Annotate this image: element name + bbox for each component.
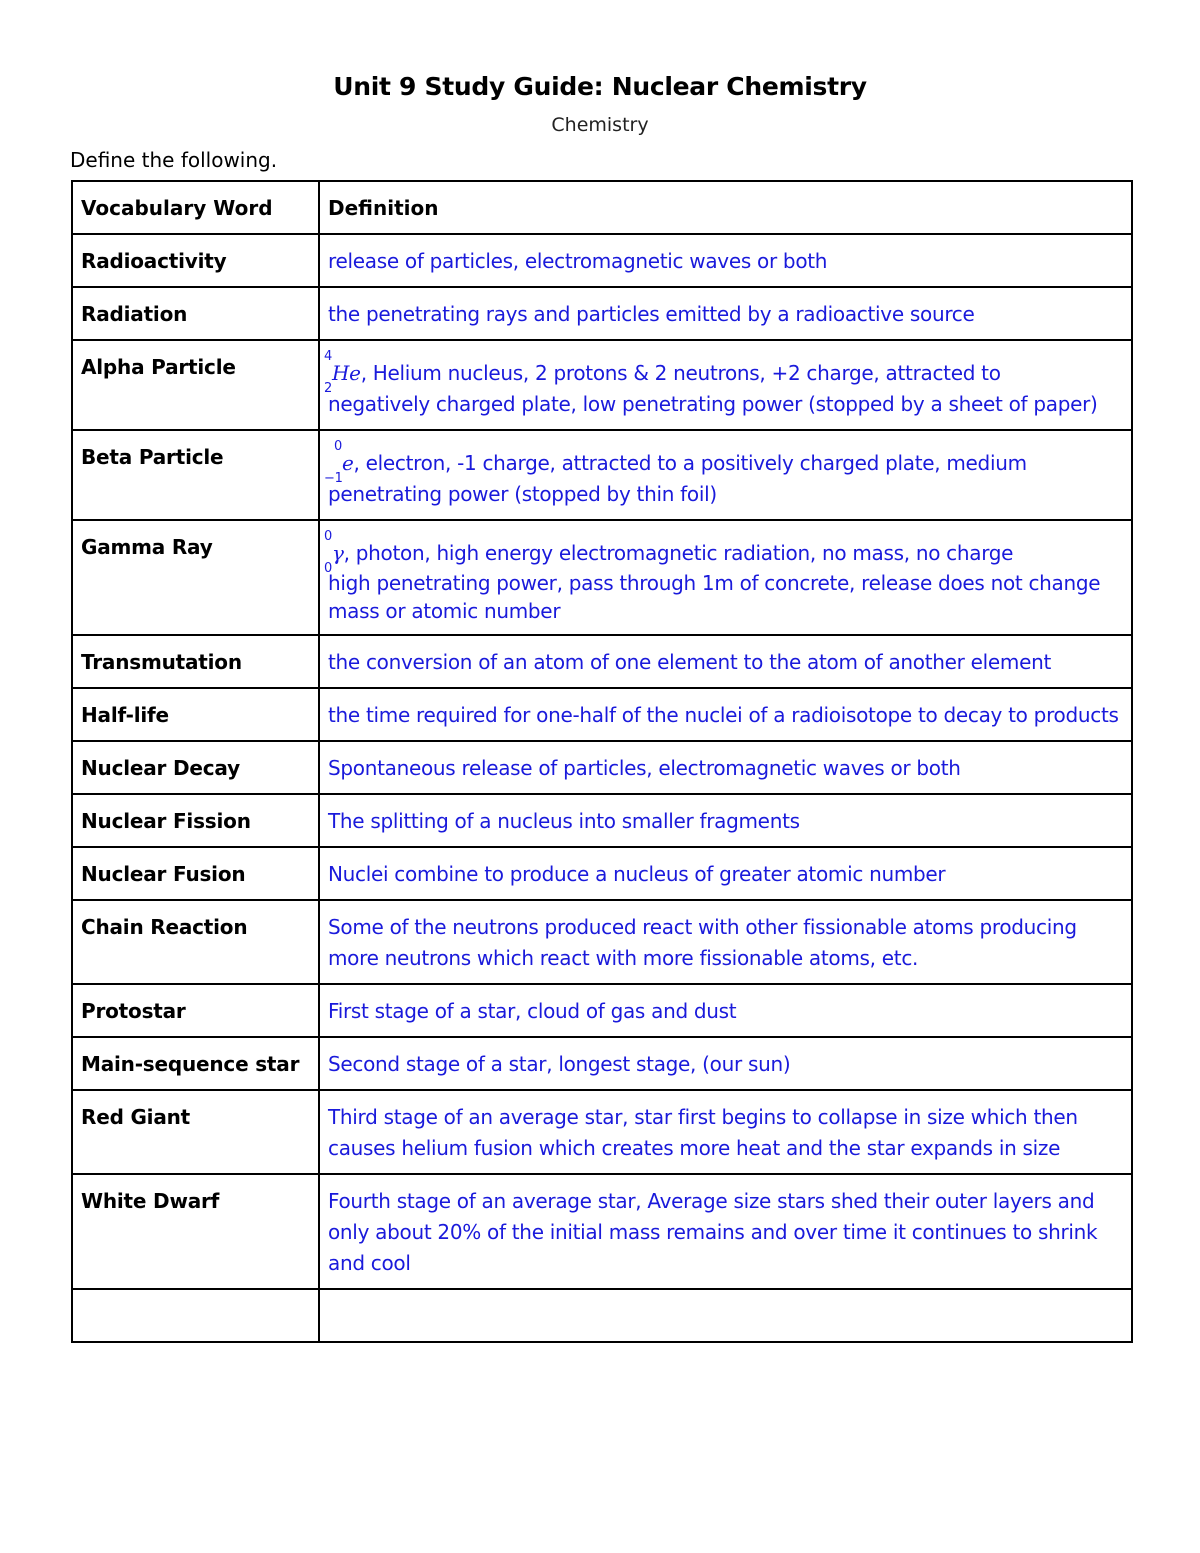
mass-number: 0 <box>324 529 332 544</box>
vocab-word: Transmutation <box>72 635 319 688</box>
page-subtitle: Chemistry <box>551 114 649 136</box>
vocab-definition <box>319 340 1132 430</box>
table-row <box>72 900 1132 984</box>
vocab-word: Radiation <box>72 287 319 340</box>
vocab-word: Protostar <box>72 984 319 1037</box>
page-title: Unit 9 Study Guide: Nuclear Chemistry <box>333 72 867 101</box>
vocab-definition: the penetrating rays and particles emitted by a radioactive source <box>319 287 1132 340</box>
gamma-symbol <box>324 529 344 576</box>
vocab-word <box>72 1289 319 1342</box>
atomic-number: −1 <box>324 471 343 486</box>
alpha-symbol <box>324 349 361 396</box>
vocab-definition: the time required for one-half of the nuclei of a radioisotope to decay to products <box>319 688 1132 741</box>
vocab-definition <box>319 430 1132 520</box>
vocab-definition: Nuclei combine to produce a nucleus of greater atomic number <box>319 847 1132 900</box>
table-row-empty <box>72 1289 1132 1342</box>
beta-symbol <box>324 439 354 486</box>
table-header-row <box>72 181 1132 234</box>
instruction-text: Define the following. <box>70 148 278 172</box>
vocab-definition <box>319 1289 1132 1342</box>
vocab-word: Nuclear Fusion <box>72 847 319 900</box>
definition-line-1: , Helium nucleus, 2 protons & 2 neutrons, +2 charge, attracted to <box>360 361 1001 385</box>
vocab-word: Beta Particle <box>72 430 319 520</box>
table-row <box>72 234 1132 287</box>
vocab-definition: Second stage of a star, longest stage, (our sun) <box>319 1037 1132 1090</box>
element-symbol: e <box>342 451 354 475</box>
table-row <box>72 741 1132 794</box>
table-row <box>72 688 1132 741</box>
vocab-definition: The splitting of a nucleus into smaller fragments <box>319 794 1132 847</box>
definition-line-2: negatively charged plate, low penetrating power (stopped by a sheet of paper) <box>328 392 1098 416</box>
vocab-definition: Third stage of an average star, star first begins to collapse in size which then causes helium fusion which creates more heat and the star expands in size <box>319 1090 1132 1174</box>
vocab-definition: First stage of a star, cloud of gas and dust <box>319 984 1132 1037</box>
vocab-word: Red Giant <box>72 1090 319 1174</box>
table-row <box>72 430 1132 520</box>
atomic-number: 0 <box>324 561 332 576</box>
definition-line-2: high penetrating power, pass through 1m of concrete, release does not change mass or atomic number <box>328 571 1101 623</box>
vocab-word: White Dwarf <box>72 1174 319 1289</box>
vocabulary-table <box>71 180 1133 1343</box>
table-row <box>72 520 1132 635</box>
vocab-definition <box>319 520 1132 635</box>
column-header-definition: Definition <box>319 181 1132 234</box>
vocab-word: Gamma Ray <box>72 520 319 635</box>
element-symbol: He <box>332 361 361 385</box>
table-row <box>72 1090 1132 1174</box>
mass-number: 4 <box>324 349 332 364</box>
element-symbol: γ <box>332 541 344 565</box>
vocab-word: Radioactivity <box>72 234 319 287</box>
vocab-word: Alpha Particle <box>72 340 319 430</box>
vocab-word: Main-sequence star <box>72 1037 319 1090</box>
table-row <box>72 794 1132 847</box>
table-row <box>72 984 1132 1037</box>
vocab-word: Nuclear Fission <box>72 794 319 847</box>
vocab-word: Chain Reaction <box>72 900 319 984</box>
vocab-definition: the conversion of an atom of one element to the atom of another element <box>319 635 1132 688</box>
vocab-definition: Fourth stage of an average star, Average size stars shed their outer layers and only about 20% of the initial mass remains and over time it continues to shrink and cool <box>319 1174 1132 1289</box>
atomic-number: 2 <box>324 381 332 396</box>
table-row <box>72 1174 1132 1289</box>
table-row <box>72 1037 1132 1090</box>
definition-line-1: , electron, -1 charge, attracted to a positively charged plate, medium <box>353 451 1027 475</box>
table-row <box>72 635 1132 688</box>
definition-line-1: , photon, high energy electromagnetic radiation, no mass, no charge <box>343 541 1014 565</box>
table-row <box>72 847 1132 900</box>
vocab-definition: Some of the neutrons produced react with other fissionable atoms producing more neutrons which react with more fissionable atoms, etc. <box>319 900 1132 984</box>
vocab-word: Nuclear Decay <box>72 741 319 794</box>
vocab-definition: release of particles, electromagnetic waves or both <box>319 234 1132 287</box>
column-header-word: Vocabulary Word <box>72 181 319 234</box>
table-row <box>72 340 1132 430</box>
vocab-definition: Spontaneous release of particles, electromagnetic waves or both <box>319 741 1132 794</box>
definition-line-2: penetrating power (stopped by thin foil) <box>328 482 717 506</box>
table-row <box>72 287 1132 340</box>
mass-number: 0 <box>334 439 342 454</box>
vocab-word: Half-life <box>72 688 319 741</box>
